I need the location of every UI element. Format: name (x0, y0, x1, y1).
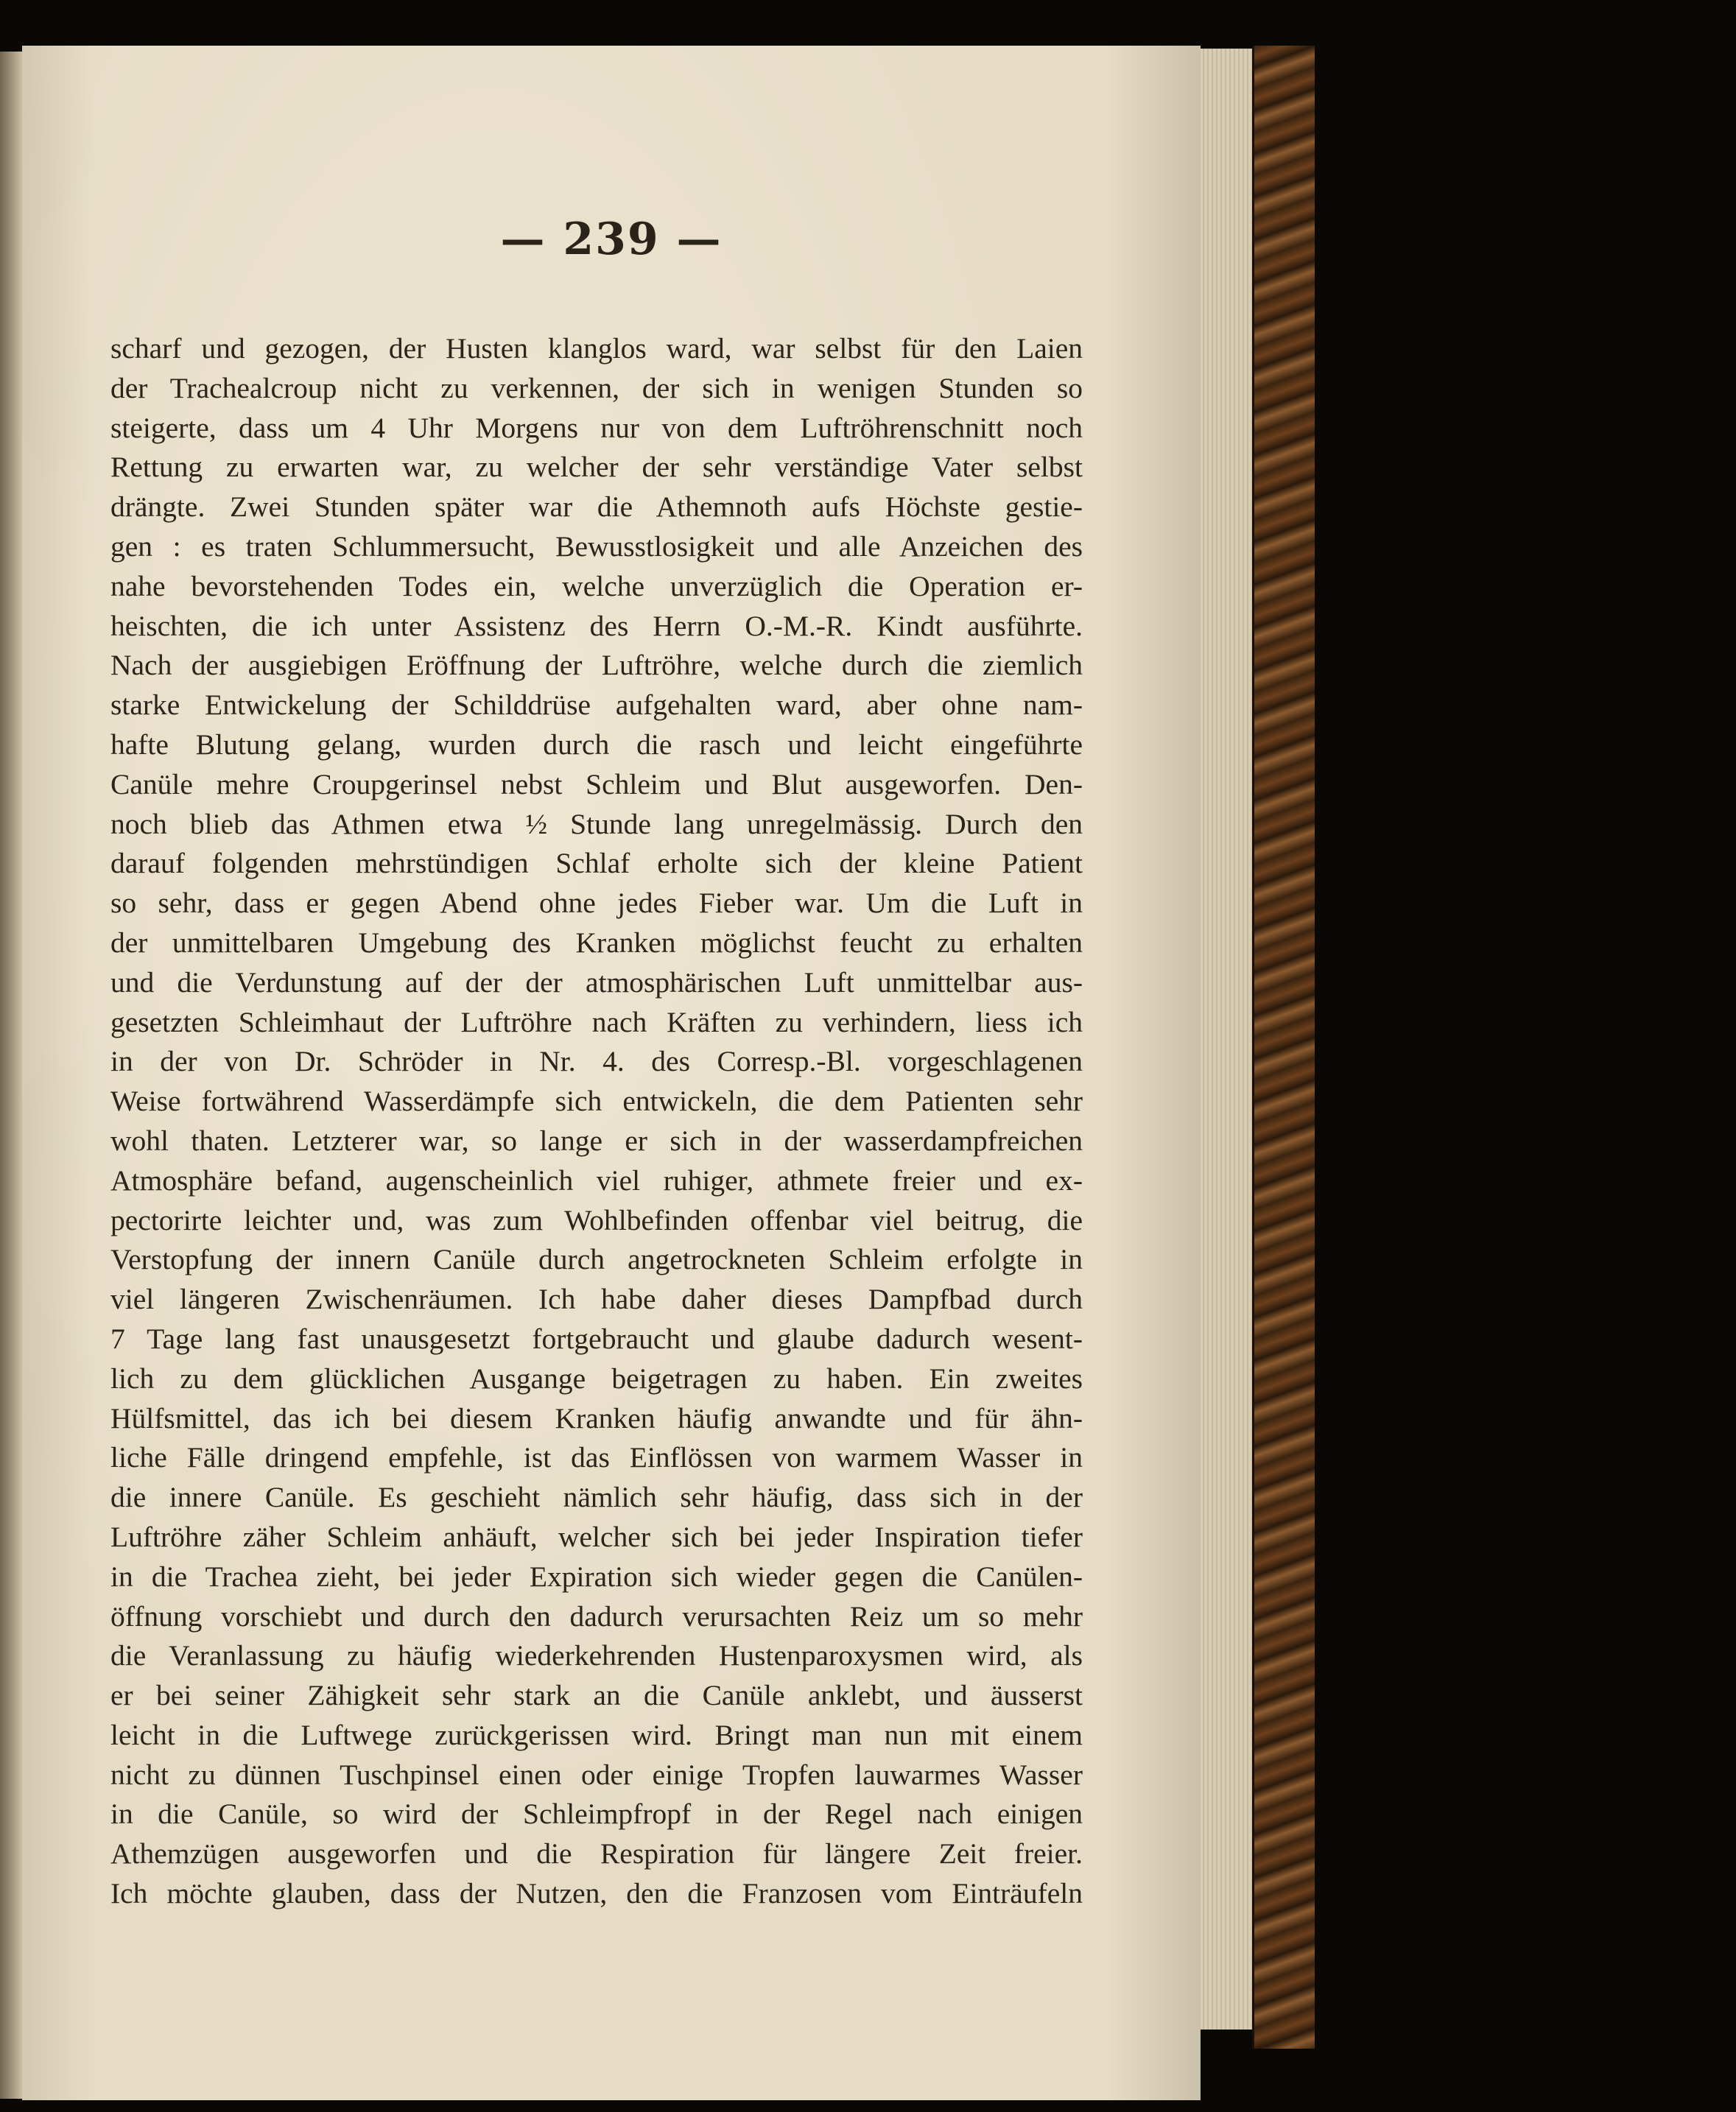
text-line: in der von Dr. Schröder in Nr. 4. des Corresp.-Bl. vorgeschlagenen (110, 1045, 1083, 1078)
text-line: viel längeren Zwischenräumen. Ich habe daher dieses Dampfbad durch (110, 1283, 1083, 1316)
text-line: der unmittelbaren Umgebung des Kranken möglichst feucht zu erhalten (110, 926, 1083, 959)
text-line: gesetzten Schleimhaut der Luftröhre nach Kräften zu verhindern, liess ich (110, 1005, 1083, 1038)
text-line: gen : es traten Schlummersucht, Bewusstlosigkeit und alle Anzeichen des (110, 529, 1083, 563)
text-line: in die Canüle, so wird der Schleimpfropf in der Regel nach einigen (110, 1798, 1083, 1831)
text-line: nicht zu dünnen Tuschpinsel einen oder einige Tropfen lauwarmes Wasser (110, 1758, 1083, 1791)
text-line: die innere Canüle. Es geschieht nämlich sehr häufig, dass sich in der (110, 1481, 1083, 1514)
text-line: Canüle mehre Croupgerinsel nebst Schleim und Blut ausgeworfen. Den- (110, 767, 1083, 800)
text-line: und die Verdunstung auf der der atmosphärischen Luft unmittelbar aus- (110, 965, 1083, 999)
page (22, 46, 1201, 2100)
text-line: Luftröhre zäher Schleim anhäuft, welcher sich bei jeder Inspiration tiefer (110, 1520, 1083, 1553)
page-number: — 239 — (500, 214, 723, 265)
text-line: lich zu dem glücklichen Ausgange beigetragen zu haben. Ein zweites (110, 1362, 1083, 1395)
text-line: Weise fortwährend Wasserdämpfe sich entwickeln, die dem Patienten sehr (110, 1085, 1083, 1118)
text-line: pectorirte leichter und, was zum Wohlbefinden offenbar viel beitrug, die (110, 1203, 1083, 1236)
text-line: öffnung vorschiebt und durch den dadurch verursachten Reiz um so mehr (110, 1599, 1083, 1633)
page-stack-edges (1201, 49, 1252, 2030)
text-line: Atmosphäre befand, augenscheinlich viel ruhiger, athmete freier und ex- (110, 1164, 1083, 1197)
text-line: die Veranlassung zu häufig wiederkehrenden Hustenparoxysmen wird, als (110, 1639, 1083, 1672)
text-line: 7 Tage lang fast unausgesetzt fortgebraucht und glaube dadurch wesent- (110, 1322, 1083, 1355)
text-line: starke Entwickelung der Schilddrüse aufgehalten ward, aber ohne nam- (110, 689, 1083, 722)
text-line: liche Fälle dringend empfehle, ist das Einflössen von warmem Wasser in (110, 1441, 1083, 1474)
text-line: Nach der ausgiebigen Eröffnung der Luftröhre, welche durch die ziemlich (110, 649, 1083, 682)
text-line: nahe bevorstehenden Todes ein, welche unverzüglich die Operation er- (110, 569, 1083, 602)
text-line: Hülfsmittel, das ich bei diesem Kranken häufig anwandte und für ähn- (110, 1401, 1083, 1435)
text-line: noch blieb das Athmen etwa ½ Stunde lang unregelmässig. Durch den (110, 807, 1083, 840)
text-line: heischten, die ich unter Assistenz des Herrn O.-M.-R. Kindt ausführte. (110, 609, 1083, 642)
text-line: scharf und gezogen, der Husten klanglos ward, war selbst für den Laien (110, 332, 1083, 365)
text-line: leicht in die Luftwege zurückgerissen wird. Bringt man nun mit einem (110, 1718, 1083, 1751)
text-line: er bei seiner Zähigkeit sehr stark an die Canüle anklebt, und äusserst (110, 1679, 1083, 1712)
text-line: Athemzügen ausgeworfen und die Respiration für längere Zeit freier. (110, 1837, 1083, 1870)
text-line: in die Trachea zieht, bei jeder Expiration sich wieder gegen die Canülen- (110, 1560, 1083, 1593)
text-line: steigerte, dass um 4 Uhr Morgens nur von dem Luftröhrenschnitt noch (110, 411, 1083, 444)
text-line: darauf folgenden mehrstündigen Schlaf erholte sich der kleine Patient (110, 847, 1083, 880)
book-cover-edge (1252, 46, 1315, 2049)
text-line: Ich möchte glauben, dass der Nutzen, den die Franzosen vom Einträufeln (110, 1877, 1083, 1910)
text-line: der Trachealcroup nicht zu verkennen, der sich in wenigen Stunden so (110, 371, 1083, 404)
body-text (110, 329, 1083, 1914)
text-line: drängte. Zwei Stunden später war die Athemnoth aufs Höchste gestie- (110, 490, 1083, 524)
text-line: wohl thaten. Letzterer war, so lange er sich in der wasserdampfreichen (110, 1124, 1083, 1157)
text-line: hafte Blutung gelang, wurden durch die rasch und leicht eingeführte (110, 728, 1083, 761)
text-line: Rettung zu erwarten war, zu welcher der sehr verständige Vater selbst (110, 451, 1083, 484)
text-line: so sehr, dass er gegen Abend ohne jedes Fieber war. Um die Luft in (110, 887, 1083, 920)
text-line: Verstopfung der innern Canüle durch angetrockneten Schleim erfolgte in (110, 1243, 1083, 1276)
facing-page-edge (0, 52, 22, 2099)
